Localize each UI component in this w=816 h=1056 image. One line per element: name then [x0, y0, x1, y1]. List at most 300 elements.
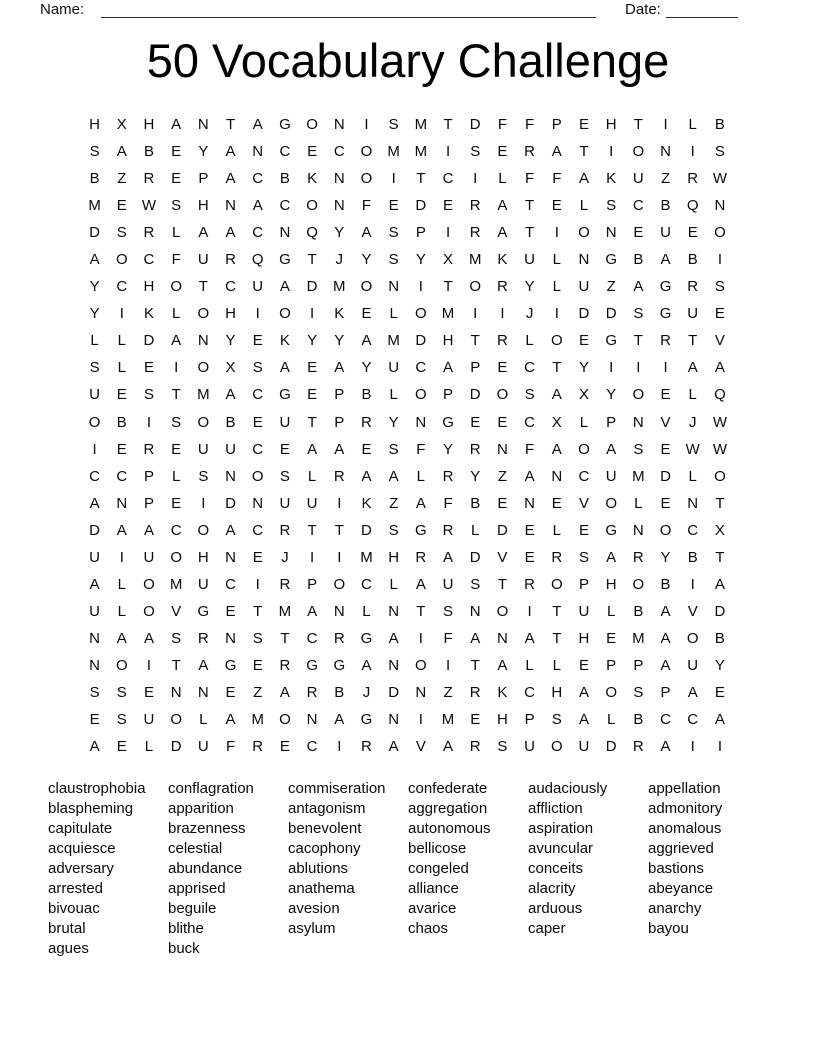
grid-cell: A — [361, 224, 372, 242]
grid-cell: G — [279, 116, 291, 134]
grid-cell: G — [442, 413, 454, 431]
grid-cell: B — [633, 711, 644, 729]
grid-cell: S — [171, 197, 182, 215]
grid-cell: N — [333, 170, 345, 188]
grid-cell: I — [717, 738, 722, 756]
grid-cell: N — [197, 684, 209, 701]
grid-cell: R — [660, 332, 671, 350]
grid-cell: S — [116, 711, 127, 729]
grid-cell: Z — [606, 278, 616, 296]
grid-cell: T — [715, 494, 725, 512]
grid-cell: B — [116, 413, 127, 431]
grid-cell: I — [690, 575, 695, 593]
word-item: benevolent — [288, 820, 362, 837]
grid-cell: B — [714, 629, 725, 647]
grid-cell: O — [360, 170, 373, 188]
grid-cell: V — [578, 494, 589, 512]
grid-cell: U — [143, 548, 155, 566]
grid-cell: M — [387, 143, 400, 161]
grid-cell: K — [334, 305, 345, 323]
grid-cell: O — [360, 143, 373, 161]
grid-cell: B — [714, 116, 725, 134]
grid-cell: L — [579, 197, 589, 215]
grid-cell: N — [388, 711, 400, 729]
grid-cell: H — [143, 116, 155, 134]
word-item: affliction — [528, 800, 583, 817]
grid-cell: F — [443, 629, 453, 647]
grid-cell: X — [225, 359, 236, 377]
word-item: aggrieved — [648, 840, 714, 857]
grid-cell: W — [712, 413, 727, 431]
grid-cell: O — [659, 521, 672, 539]
grid-cell: G — [197, 602, 210, 620]
grid-cell: F — [497, 116, 507, 134]
grid-cell: T — [171, 656, 181, 674]
grid-cell: K — [279, 332, 290, 350]
grid-cell: E — [524, 548, 535, 566]
grid-cell: S — [551, 711, 562, 729]
grid-cell: E — [116, 386, 127, 404]
grid-cell: L — [525, 656, 534, 674]
grid-cell: O — [605, 684, 617, 701]
grid-cell: M — [468, 251, 482, 269]
grid-cell: A — [89, 738, 100, 756]
grid-cell: C — [116, 278, 128, 296]
grid-cell: N — [333, 116, 345, 134]
grid-cell: O — [306, 197, 318, 215]
grid-cell: H — [143, 278, 155, 296]
grid-cell: U — [89, 602, 101, 620]
grid-cell: Y — [415, 251, 426, 269]
grid-cell: P — [660, 684, 671, 701]
grid-cell: I — [418, 711, 423, 729]
grid-cell: S — [606, 197, 617, 215]
word-list — [48, 779, 768, 959]
grid-cell: O — [115, 656, 128, 674]
grid-cell: A — [279, 684, 290, 701]
word-item: buck — [168, 940, 200, 957]
grid-cell: D — [388, 684, 400, 701]
grid-cell: A — [388, 629, 399, 647]
grid-cell: D — [225, 494, 236, 512]
word-item: anomalous — [648, 820, 722, 837]
grid-cell: A — [361, 656, 372, 674]
word-item: alacrity — [528, 880, 576, 897]
grid-cell: U — [225, 440, 236, 458]
grid-cell: L — [416, 467, 426, 485]
grid-cell: U — [143, 711, 155, 729]
word-item: asylum — [288, 920, 336, 937]
grid-cell: R — [143, 440, 155, 458]
grid-cell: A — [443, 738, 454, 756]
grid-cell: A — [361, 467, 372, 485]
grid-cell: A — [497, 197, 508, 215]
grid-cell: O — [578, 224, 590, 242]
grid-cell: L — [498, 170, 507, 188]
grid-cell: H — [442, 332, 454, 350]
grid-cell: M — [278, 602, 292, 620]
grid-cell: I — [445, 143, 451, 161]
grid-cell: O — [469, 278, 482, 296]
grid-cell: O — [143, 575, 155, 593]
grid-cell: U — [197, 440, 209, 458]
grid-cell: S — [633, 684, 644, 701]
word-item: apprised — [168, 880, 226, 897]
grid-cell: Q — [251, 251, 264, 269]
word-list-column — [48, 779, 168, 959]
grid-cell: E — [116, 738, 127, 756]
grid-cell: E — [578, 521, 589, 539]
grid-cell: L — [688, 467, 697, 485]
grid-cell: E — [171, 170, 182, 188]
grid-cell: A — [443, 548, 454, 566]
grid-cell: P — [307, 575, 318, 593]
grid-cell: M — [441, 711, 455, 729]
grid-cell: D — [415, 332, 427, 350]
grid-cell: Q — [714, 386, 726, 404]
grid-cell: T — [280, 629, 290, 647]
grid-cell: N — [225, 548, 236, 566]
grid-cell: G — [279, 251, 291, 269]
word-item: celestial — [168, 840, 223, 857]
grid-cell: U — [89, 386, 101, 404]
grid-cell: N — [687, 494, 699, 512]
grid-cell: S — [714, 143, 725, 161]
grid-cell: S — [388, 251, 399, 269]
grid-cell: N — [197, 116, 209, 134]
grid-cell: X — [443, 251, 454, 269]
grid-cell: V — [415, 738, 426, 756]
grid-cell: B — [89, 170, 100, 188]
grid-cell: W — [712, 170, 727, 188]
grid-cell: Z — [497, 467, 507, 485]
word-item: aspiration — [528, 820, 594, 837]
grid-cell: G — [224, 656, 237, 674]
grid-cell: P — [415, 224, 426, 242]
grid-cell: R — [361, 738, 372, 756]
grid-cell: I — [663, 116, 668, 134]
grid-cell: F — [525, 440, 535, 458]
grid-cell: L — [362, 602, 371, 620]
grid-cell: L — [606, 711, 616, 729]
grid-cell: A — [660, 602, 671, 620]
grid-cell: C — [89, 467, 101, 485]
grid-cell: E — [524, 521, 535, 539]
grid-cell: C — [415, 359, 427, 377]
grid-cell: M — [360, 548, 373, 566]
grid-cell: Y — [470, 467, 481, 485]
grid-cell: L — [117, 359, 126, 377]
grid-cell: A — [660, 738, 671, 756]
grid-cell: T — [416, 602, 426, 620]
grid-cell: A — [443, 359, 454, 377]
grid-cell: N — [496, 629, 508, 647]
grid-cell: R — [524, 575, 536, 593]
grid-cell: R — [469, 738, 481, 756]
grid-cell: F — [443, 494, 453, 512]
grid-cell: S — [89, 684, 100, 701]
grid-cell: T — [715, 548, 725, 566]
grid-cell: E — [361, 305, 372, 323]
grid-cell: S — [524, 386, 535, 404]
word-item: anarchy — [648, 900, 702, 917]
grid-cell: O — [279, 711, 291, 729]
grid-cell: L — [90, 332, 99, 350]
grid-cell: C — [687, 711, 699, 729]
grid-cell: V — [687, 602, 698, 620]
grid-cell: A — [497, 656, 508, 674]
grid-cell: S — [388, 116, 399, 134]
grid-cell: D — [660, 467, 671, 485]
grid-cell: Y — [334, 224, 345, 242]
grid-cell: I — [717, 251, 722, 269]
grid-cell: Z — [389, 494, 399, 512]
grid-cell: L — [552, 521, 561, 539]
word-item: brazenness — [168, 820, 246, 837]
grid-cell: O — [115, 251, 128, 269]
grid-cell: C — [279, 143, 291, 161]
word-item: claustrophobia — [48, 780, 146, 797]
grid-cell: H — [605, 116, 617, 134]
grid-cell: R — [279, 521, 291, 539]
date-fill-line — [666, 1, 738, 18]
grid-cell: O — [170, 278, 182, 296]
grid-cell: O — [415, 656, 427, 674]
grid-cell: E — [578, 116, 589, 134]
word-item: acquiesce — [48, 840, 116, 857]
grid-cell: V — [660, 413, 671, 431]
grid-cell: L — [171, 305, 181, 323]
grid-cell: O — [632, 386, 645, 404]
grid-cell: L — [117, 332, 126, 350]
grid-cell: I — [337, 738, 342, 756]
grid-cell: L — [307, 467, 317, 485]
grid-cell: A — [334, 711, 345, 729]
word-item: beguile — [168, 900, 217, 917]
grid-cell: D — [361, 521, 372, 539]
grid-cell: I — [255, 305, 260, 323]
grid-cell: W — [141, 197, 157, 215]
grid-cell: I — [473, 305, 478, 323]
grid-cell: J — [335, 251, 344, 269]
grid-cell: T — [633, 116, 643, 134]
grid-cell: I — [554, 305, 559, 323]
grid-cell: Z — [443, 684, 453, 701]
grid-cell: O — [714, 467, 726, 485]
word-item: arrested — [48, 880, 104, 897]
grid-cell: D — [306, 278, 318, 296]
grid-cell: N — [170, 684, 182, 701]
grid-cell: Y — [524, 278, 535, 296]
grid-cell: J — [525, 305, 534, 323]
grid-cell: T — [579, 143, 589, 161]
grid-cell: A — [524, 467, 535, 485]
grid-cell: O — [632, 143, 645, 161]
grid-cell: A — [116, 143, 127, 161]
grid-cell: N — [89, 656, 101, 674]
grid-cell: A — [89, 575, 100, 593]
grid-cell: S — [171, 413, 182, 431]
grid-cell: C — [225, 278, 236, 296]
grid-cell: C — [524, 413, 536, 431]
grid-cell: U — [524, 251, 536, 269]
grid-cell: O — [714, 224, 726, 242]
grid-cell: A — [551, 440, 562, 458]
grid-cell: L — [688, 386, 697, 404]
grid-cell: S — [388, 440, 399, 458]
grid-cell: Y — [660, 548, 671, 566]
word-item: audaciously — [528, 780, 608, 797]
grid-cell: E — [279, 738, 290, 756]
grid-cell: R — [306, 684, 318, 701]
grid-cell: O — [415, 386, 427, 404]
word-item: avuncular — [528, 840, 594, 857]
grid-cell: A — [198, 224, 209, 242]
grid-cell: H — [225, 305, 236, 323]
grid-cell: E — [361, 440, 372, 458]
grid-cell: A — [143, 629, 154, 647]
grid-cell: E — [171, 440, 182, 458]
grid-cell: Y — [578, 359, 589, 377]
grid-cell: E — [687, 224, 698, 242]
word-item: capitulate — [48, 820, 113, 837]
grid-cell: B — [279, 170, 290, 188]
grid-cell: I — [418, 629, 423, 647]
grid-cell: C — [578, 467, 590, 485]
grid-cell: E — [171, 143, 182, 161]
grid-cell: B — [633, 602, 644, 620]
grid-cell: U — [687, 656, 699, 674]
grid-cell: E — [578, 332, 589, 350]
grid-cell: A — [89, 494, 100, 512]
grid-cell: I — [310, 548, 315, 566]
grid-cell: Y — [225, 332, 236, 350]
grid-cell: B — [687, 548, 698, 566]
grid-cell: E — [551, 197, 562, 215]
word-item: congeled — [408, 860, 469, 877]
grid-cell: C — [170, 521, 182, 539]
grid-cell: I — [690, 738, 695, 756]
grid-cell: A — [606, 440, 617, 458]
word-item: bayou — [648, 920, 689, 937]
grid-cell: K — [143, 305, 154, 323]
grid-cell: T — [552, 629, 562, 647]
grid-cell: A — [225, 224, 236, 242]
grid-cell: I — [445, 656, 451, 674]
grid-cell: A — [307, 602, 318, 620]
grid-cell: S — [89, 359, 100, 377]
grid-cell: A — [578, 711, 589, 729]
grid-cell: Y — [606, 386, 617, 404]
grid-cell: S — [279, 467, 290, 485]
grid-cell: F — [225, 738, 236, 756]
grid-cell: O — [605, 494, 617, 512]
grid-cell: N — [496, 440, 508, 458]
grid-cell: A — [714, 575, 725, 593]
grid-cell: L — [634, 494, 643, 512]
grid-cell: A — [225, 521, 236, 539]
grid-cell: D — [170, 738, 182, 756]
grid-cell: G — [360, 711, 373, 729]
grid-cell: L — [199, 711, 208, 729]
grid-cell: N — [388, 278, 400, 296]
grid-cell: N — [632, 413, 644, 431]
grid-cell: D — [469, 116, 481, 134]
grid-cell: N — [279, 224, 291, 242]
grid-cell: E — [551, 494, 562, 512]
grid-cell: T — [198, 278, 208, 296]
grid-cell: A — [307, 440, 318, 458]
grid-cell: R — [143, 170, 155, 188]
grid-cell: V — [171, 602, 182, 620]
word-list-column — [168, 779, 288, 959]
grid-cell: L — [688, 116, 697, 134]
grid-cell: O — [197, 305, 210, 323]
grid-cell: A — [687, 684, 698, 701]
grid-cell: I — [201, 494, 206, 512]
grid-cell: A — [143, 521, 154, 539]
grid-cell: A — [388, 738, 399, 756]
grid-cell: R — [469, 684, 481, 701]
grid-cell: F — [525, 170, 535, 188]
grid-cell: P — [606, 413, 617, 431]
grid-cell: O — [496, 602, 509, 620]
word-item: ablutions — [288, 860, 349, 877]
grid-cell: N — [388, 656, 400, 674]
grid-cell: A — [334, 359, 345, 377]
grid-cell: E — [307, 386, 318, 404]
grid-cell: R — [469, 197, 481, 215]
grid-cell: O — [197, 359, 210, 377]
grid-cell: A — [633, 278, 644, 296]
grid-cell: E — [252, 656, 263, 674]
grid-cell: O — [360, 278, 373, 296]
word-item: conceits — [528, 860, 584, 877]
grid-cell: N — [415, 413, 427, 431]
grid-cell: J — [362, 684, 371, 701]
grid-cell: T — [525, 197, 535, 215]
grid-cell: L — [552, 656, 561, 674]
grid-cell: T — [334, 521, 344, 539]
grid-cell: D — [578, 305, 590, 323]
grid-cell: O — [550, 332, 563, 350]
grid-cell: U — [524, 738, 536, 756]
word-item: bastions — [648, 860, 704, 877]
grid-cell: O — [143, 602, 155, 620]
grid-cell: A — [714, 359, 725, 377]
grid-cell: E — [252, 413, 263, 431]
grid-cell: S — [388, 521, 399, 539]
grid-cell: A — [578, 684, 589, 701]
grid-cell: G — [605, 521, 617, 539]
grid-cell: O — [279, 305, 291, 323]
grid-cell: T — [497, 575, 507, 593]
grid-cell: A — [606, 548, 617, 566]
grid-cell: E — [714, 305, 725, 323]
grid-cell: U — [306, 494, 318, 512]
grid-cell: N — [252, 143, 264, 161]
grid-cell: P — [633, 656, 644, 674]
grid-cell: B — [687, 251, 698, 269]
grid-cell: I — [473, 170, 478, 188]
grid-cell: G — [306, 656, 318, 674]
grid-cell: A — [198, 656, 209, 674]
grid-cell: R — [279, 575, 291, 593]
grid-cell: H — [388, 548, 400, 566]
grid-cell: E — [660, 386, 671, 404]
grid-cell: K — [497, 684, 508, 701]
grid-cell: A — [578, 170, 589, 188]
